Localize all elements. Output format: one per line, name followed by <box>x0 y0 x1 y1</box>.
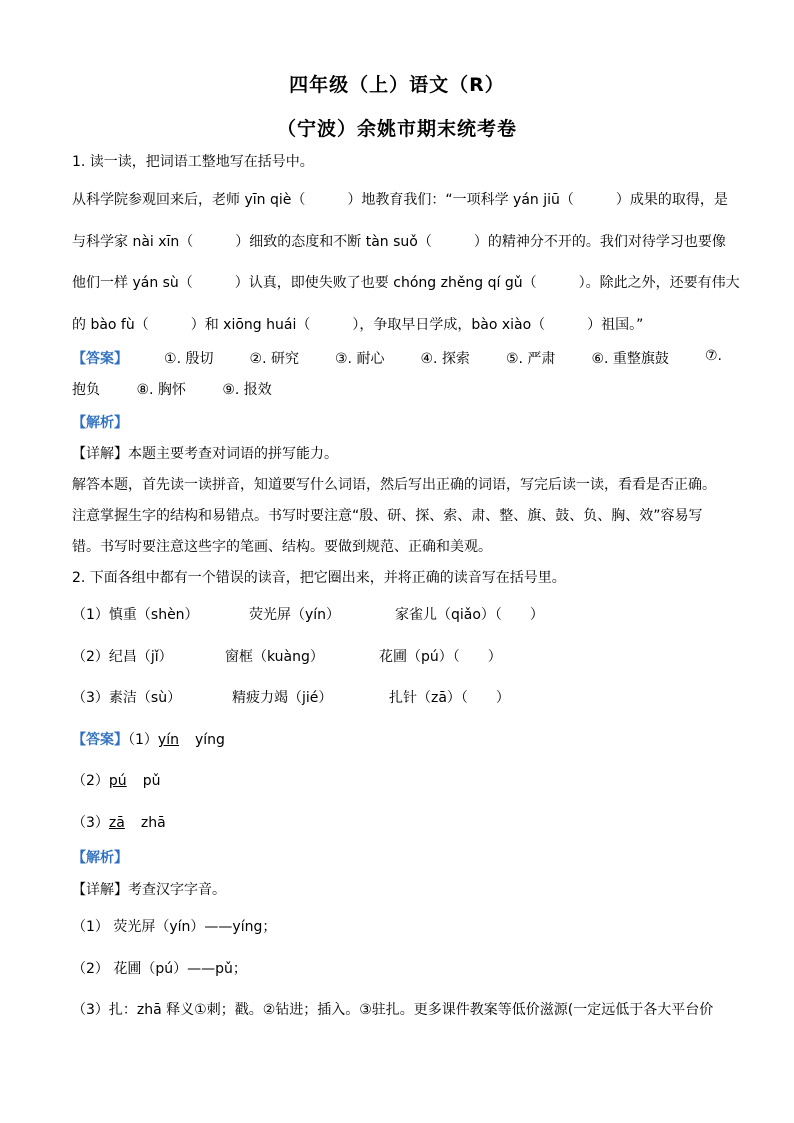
wrong-pinyin: pú <box>108 773 127 789</box>
explanation-line: 解答本题，首先读一读拼音，知道要写什么词语，然后写出正确的词语，写完后读一读，看看是否正确。 <box>72 477 716 493</box>
explanation-line: （1） 荧光屏（yín）——yíng； <box>72 919 277 935</box>
question-1-passage-line: 从科学院参观回来后，老师 yīn qiè（ ）地教育我们：“一项科学 yán jiū（ ）成果的取得，是 <box>72 192 728 208</box>
question-1-prompt: 1. 读一读，把词语工整地写在括号中。 <box>72 154 314 170</box>
wrong-pinyin: yín <box>157 732 179 748</box>
correct-pinyin: yíng <box>194 732 225 748</box>
answer-item: ③. 耐心 <box>335 351 385 367</box>
correct-pinyin: zhā <box>140 815 166 831</box>
answer-item: ⑧. 胸怀 <box>136 382 186 398</box>
answer-prefix: （3） <box>72 815 109 831</box>
pinyin-item: （3）素洁（sù） <box>72 690 182 706</box>
question-2-prompt: 2. 下面各组中都有一个错误的读音，把它圈出来，并将正确的读音写在括号里。 <box>72 570 566 586</box>
detail-line: 【详解】本题主要考查对词语的拼写能力。 <box>72 446 338 462</box>
explanation-line: （3）扎：zhā 释义①刺；戳。②钻进；插入。③驻扎。更多课件教案等低价滋源(一定远低于各大平台价 <box>72 1002 714 1018</box>
answer-item: 抱负 <box>72 382 100 398</box>
pinyin-item: （2）纪昌（jǐ） <box>72 649 173 665</box>
pinyin-item: 荧光屏（yín） <box>249 607 341 623</box>
question-1-passage-line: 与科学家 nài xīn（ ）细致的态度和不断 tàn suǒ（ ）的精神分不开的。我们对待学习也要像 <box>72 234 726 250</box>
answer-tag: 【答案】 <box>72 351 128 367</box>
detail-line: 【详解】考查汉字字音。 <box>72 882 226 898</box>
question-1-passage-line: 他们一样 yán sù（ ）认真，即使失败了也要 chóng zhěng qí gǔ（ ）。除此之外，还要有伟大 <box>72 275 740 291</box>
pinyin-item: 花圃（pú）（ ） <box>379 649 502 665</box>
answer-item: ⑤. 严肃 <box>505 351 556 367</box>
question-1-passage-line: 的 bào fù（ ）和 xiōng huái（ ），争取早日学成，bào xiào（ ）祖国。” <box>72 317 644 333</box>
answer-item: ④. 探索 <box>420 351 470 367</box>
page-subtitle: （宁波）余姚市期末统考卷 <box>276 118 517 140</box>
question-1-answer-line <box>72 379 272 399</box>
question-2-answer-line <box>72 770 160 790</box>
pinyin-item: （1）慎重（shèn） <box>72 607 199 623</box>
answer-item: ⑦. <box>704 348 722 364</box>
explanation-line: （2） 花圃（pú）——pǔ； <box>72 961 247 977</box>
answer-item: ⑨. 报效 <box>222 382 272 398</box>
correct-pinyin: pǔ <box>142 773 161 789</box>
page-title: 四年级（上）语文（R） <box>289 74 505 96</box>
question-2-answer-line <box>72 729 225 749</box>
answer-prefix: （1） <box>128 732 158 748</box>
wrong-pinyin: zā <box>108 815 125 831</box>
analysis-tag: 【解析】 <box>72 850 128 866</box>
answer-item: ⑥. 重整旗鼓 <box>591 351 669 367</box>
explanation-line: 错。书写时要注意这些字的笔画、结构。要做到规范、正确和美观。 <box>72 539 492 555</box>
pinyin-item: 精疲力竭（jié） <box>232 690 333 706</box>
question-1-answer-line <box>72 348 722 368</box>
question-2-answer-line <box>72 812 166 832</box>
pinyin-item: 家雀儿（qiǎo）（ ） <box>395 607 544 623</box>
answer-tag: 【答案】 <box>72 732 128 748</box>
pinyin-item: 扎针（zā）（ ） <box>389 690 510 706</box>
pinyin-item: 窗框（kuàng） <box>225 649 324 665</box>
answer-prefix: （2） <box>72 773 109 789</box>
explanation-line: 注意掌握生字的结构和易错点。书写时要注意“殷、研、探、索、肃、整、旗、鼓、负、胸、效”容易写 <box>72 508 703 524</box>
answer-item: ①. 殷切 <box>164 351 214 367</box>
analysis-tag: 【解析】 <box>72 415 128 431</box>
answer-item: ②. 研究 <box>249 351 299 367</box>
